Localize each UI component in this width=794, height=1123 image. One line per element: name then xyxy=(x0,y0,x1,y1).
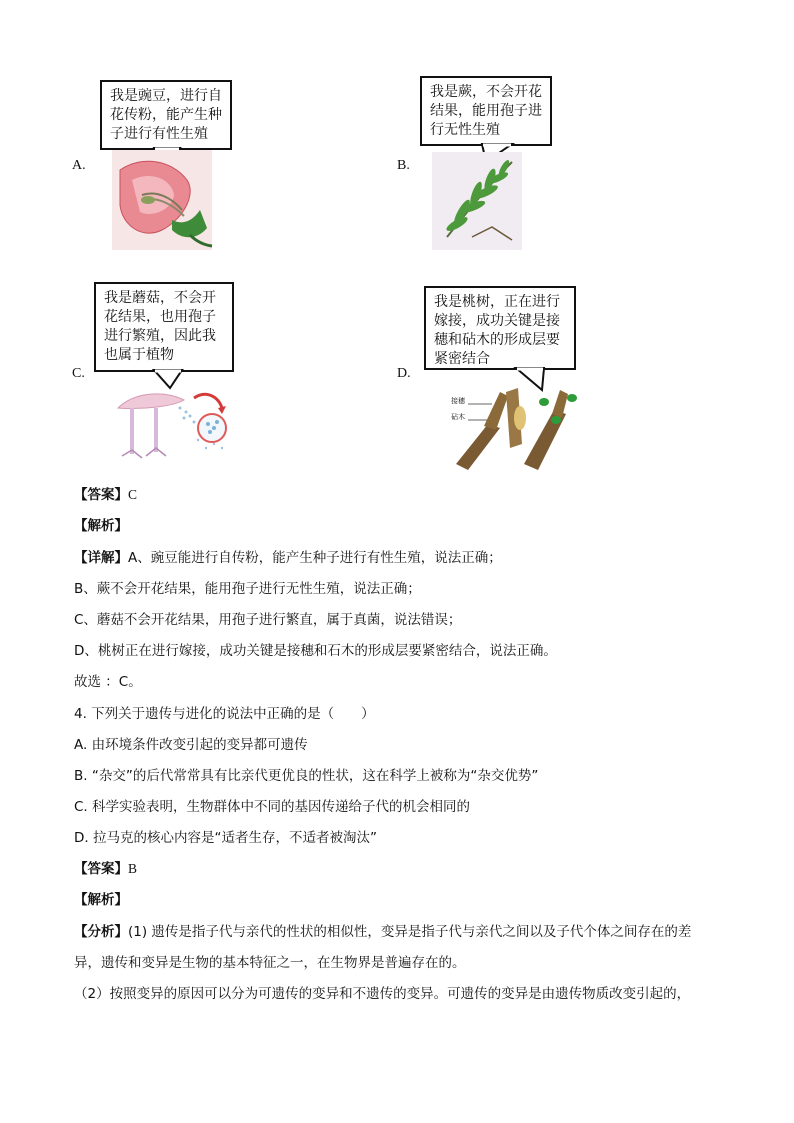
analysis-tag: 【分析】 xyxy=(74,924,128,940)
bubble-line: 紧密结合 xyxy=(434,351,490,367)
q4-answer-line xyxy=(74,857,137,877)
bubble-line: 花结果，也用孢子 xyxy=(104,309,216,325)
answer-value: C xyxy=(128,487,138,502)
option-c-speech-bubble xyxy=(94,282,234,372)
q4-analysis-1b: 异，遗传和变异是生物的基本特征之一，在生物界是普遍存在的。 xyxy=(74,955,466,971)
bubble-line: 我是桃树，正在进行 xyxy=(434,294,560,310)
q3-detail-d: D、桃树正在进行嫁接，成功关键是接穗和石木的形成层要紧密结合，说法正确。 xyxy=(74,643,557,659)
q3-detail-a xyxy=(74,546,502,566)
mushroom-spore-illustration xyxy=(114,386,234,468)
q4-option-b: B. “杂交”的后代常常具有比亲代更优良的性状，这在科学上被称为“杂交优势” xyxy=(74,768,539,784)
answer-value: B xyxy=(128,861,138,876)
grafting-illustration xyxy=(448,384,586,470)
option-b-letter: B. xyxy=(397,158,410,173)
detail-tag: 【详解】 xyxy=(74,550,128,566)
analysis-1a-text: (1) 遗传是指子代与亲代的性状的相似性，变异是指子代与亲代之间以及子代个体之间存在的差 xyxy=(128,924,692,940)
option-d-speech-bubble xyxy=(424,286,576,370)
q3-detail-b: B、蕨不会开花结果，能用孢子进行无性生殖，说法正确； xyxy=(74,581,421,597)
rootstock-label: 砧木 xyxy=(451,413,465,421)
bubble-line: 我是蕨，不会开花 xyxy=(430,84,542,100)
pea-flower-illustration xyxy=(112,150,214,250)
fern-illustration xyxy=(432,152,522,250)
detail-a-text: A、豌豆能进行自传粉，能产生种子进行有性生殖，说法正确； xyxy=(128,550,502,566)
bubble-line: 子进行有性生殖 xyxy=(110,126,208,142)
bubble-line: 也属于植物 xyxy=(104,347,174,363)
bubble-line: 穗和砧木的形成层要 xyxy=(434,332,560,348)
q4-stem: 4. 下列关于遗传与进化的说法中正确的是（ ） xyxy=(74,706,375,722)
option-b-speech-bubble xyxy=(420,76,552,146)
answer-tag: 【答案】 xyxy=(74,487,128,503)
bubble-line: 进行繁殖，因此我 xyxy=(104,328,216,344)
answer-tag: 【答案】 xyxy=(74,861,128,877)
bubble-line: 我是蘑菇，不会开 xyxy=(104,290,216,306)
bubble-line: 花传粉，能产生种 xyxy=(110,107,222,123)
bubble-line: 我是豌豆，进行自 xyxy=(110,88,222,104)
q3-detail-c: C、蘑菇不会开花结果，用孢子进行繁直，属于真菌，说法错误； xyxy=(74,612,462,628)
option-a-letter: A. xyxy=(72,158,86,173)
option-c-letter: C. xyxy=(72,366,85,381)
q3-answer-line xyxy=(74,483,137,503)
q4-option-d: D. 拉马克的核心内容是“适者生存，不适者被淘汰” xyxy=(74,830,377,846)
q4-option-a: A. 由环境条件改变引起的变异都可遗传 xyxy=(74,737,308,753)
q4-analysis-2: （2）按照变异的原因可以分为可遗传的变异和不遗传的变异。可遗传的变异是由遗传物质改变引起的， xyxy=(74,986,691,1002)
option-d-letter: D. xyxy=(397,366,411,381)
option-a-speech-bubble xyxy=(100,80,232,150)
bubble-line: 结果，能用孢子进 xyxy=(430,103,542,119)
bubble-line: 行无性生殖 xyxy=(430,122,500,138)
q4-analysis-tag: 【解析】 xyxy=(74,892,128,908)
bubble-line: 嫁接，成功关键是接 xyxy=(434,313,560,329)
q4-option-c: C. 科学实验表明，生物群体中不同的基因传递给子代的机会相同的 xyxy=(74,799,471,815)
q3-conclusion: 故选 ：C。 xyxy=(74,674,142,690)
scion-label: 接穗 xyxy=(451,397,465,405)
q4-analysis-1a xyxy=(74,920,691,940)
q3-analysis-tag: 【解析】 xyxy=(74,518,128,534)
